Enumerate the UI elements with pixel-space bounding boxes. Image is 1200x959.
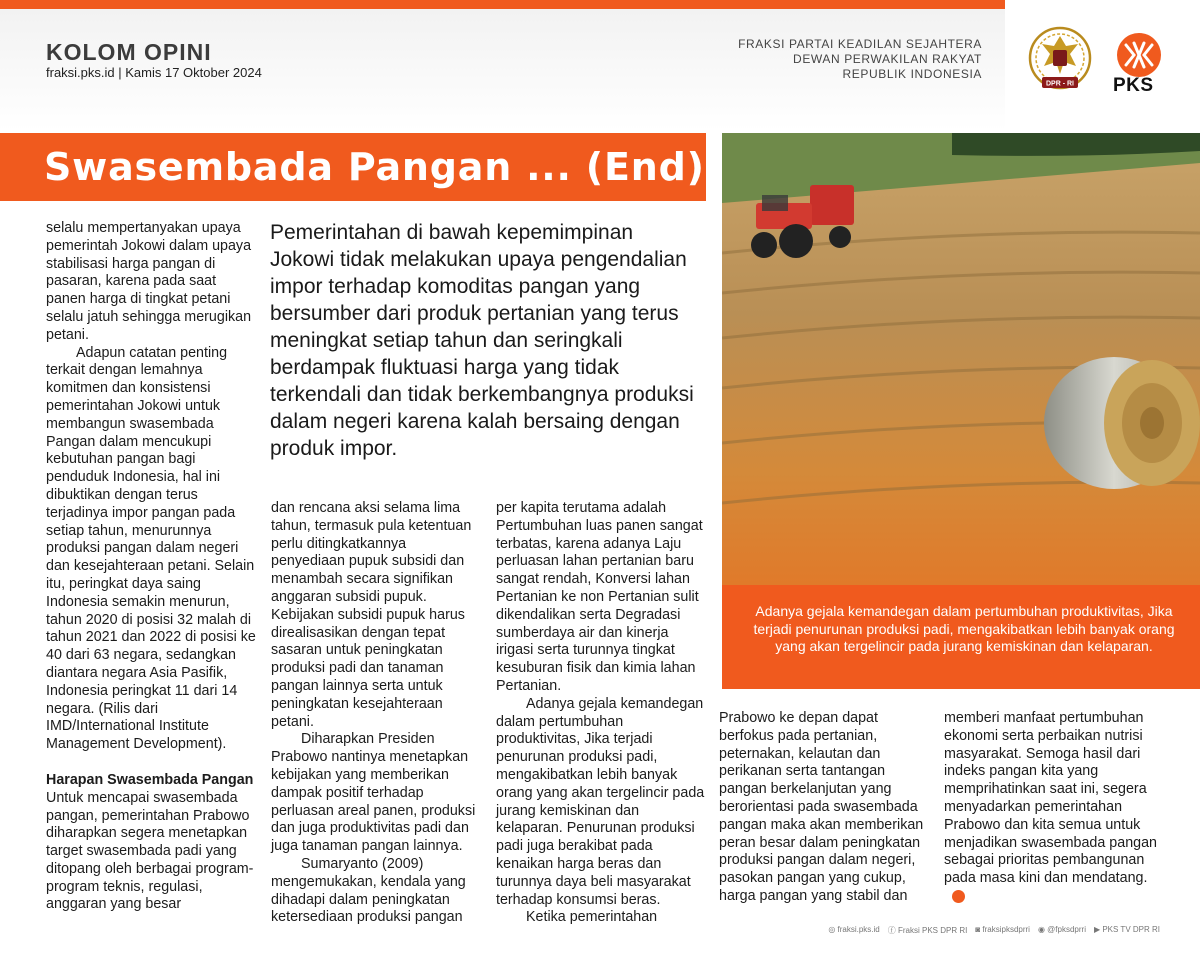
top-accent-bar [0, 0, 1005, 9]
end-dot-icon [952, 890, 965, 903]
hay-bale-icon [1044, 357, 1200, 489]
caption-text: Adanya gejala kemandegan dalam pertumbuhan produktivitas, Jika terjadi penurunan produksi padi, mengakibatkan lebih banyak orang yang akan tergelincir pada jurang kemiskinan dan kelaparan. [753, 603, 1175, 654]
org-line-3: REPUBLIK INDONESIA [842, 67, 982, 81]
pks-logo-text: PKS [1113, 75, 1154, 96]
column-4 [719, 710, 929, 906]
col2-paragraph-1: dan rencana aksi selama lima tahun, termasuk pula ketentuan perlu ditingkatkannya penyediaan pupuk subsidi dan menambah secara signifikan anggaran subsidi pupuk. Kebijakan subsidi pupuk harus direalisasikan dengan tepat sasaran untuk peningkatan produksi padi dan tanaman pangan lainnya serta untuk peningkatan kesejahteraan petani. [271, 500, 472, 730]
col2-paragraph-3: Sumaryanto (2009) mengemukakan, kendala yang dihadapi dalam peningkatan ketersediaan produksi pangan [271, 855, 466, 926]
footer-facebook-label: Fraksi PKS DPR RI [897, 926, 968, 935]
col1-paragraph-1: selalu mempertanyakan upaya pemerintah Jokowi dalam upaya stabilisasi harga pangan di pasaran, karena pada saat panen harga di tingkat petani selalu jatuh sehingga merugikan petani. [46, 220, 252, 343]
col1-paragraph-3: Untuk mencapai swasembada pangan, pemerintahan Prabowo diharapkan segera menetapkan target swasembada padi yang ditopang oleh berbagai program-program teknis, regulasi, anggaran yang besar [46, 789, 254, 913]
subheading: Harapan Swasembada Pangan [46, 771, 254, 788]
col5-text: memberi manfaat pertumbuhan ekonomi serta perbaikan nutrisi masyarakat. Semoga hasil dari indeks pangan kita yang memprihatinkan saat ini, segera menyadarkan pemerintahan Prabowo dan kita semua untuk menjadikan swasembada pangan sebagai prioritas pembangunan pada masa kini dan mendatang. [944, 710, 1158, 887]
globe-icon: ◎ [828, 925, 838, 934]
footer-facebook[interactable] [888, 925, 968, 936]
column-2 [271, 500, 481, 927]
column-5 [944, 710, 1159, 906]
twitter-icon: ◉ [1037, 925, 1048, 934]
col4-paragraph: Prabowo ke depan dapat berfokus pada pertanian, peternakan, kelautan dan perikanan serta tantangan pangan berkelanjutan yang berorientasi pada swasembada pangan maka akan memberikan peran besar dalam peningkatan produksi pangan dalam negeri, pasokan pangan yang cukup, harga pangan yang stabil dan [719, 710, 924, 904]
facebook-icon: ⓕ [887, 926, 898, 935]
col2-paragraph-2: Diharapkan Presiden Prabowo nantinya menetapkan kebijakan yang memberikan dampak positif terhadap perluasan areal panen, produksi dan juga produktivitas padi dan juga tanaman pangan lainnya. [271, 731, 476, 855]
footer-youtube[interactable] [1094, 925, 1160, 936]
footer-social [800, 925, 1160, 936]
organization-name [738, 37, 982, 82]
column-1 [46, 220, 256, 914]
footer-twitter[interactable] [1038, 925, 1086, 936]
col3-paragraph-3: Ketika pemerintahan [526, 909, 658, 926]
org-line-1: FRAKSI PARTAI KEADILAN SEJAHTERA [738, 37, 982, 51]
section-label: KOLOM OPINI [46, 39, 212, 65]
org-line-2: DEWAN PERWAKILAN RAKYAT [793, 52, 982, 66]
pull-quote: Pemerintahan di bawah kepemimpinan Jokowi tidak melakukan upaya pengendalian impor terhadap komoditas pangan yang bersumber dari produk pertanian yang terus meningkat setiap tahun dan seringkali berdampak fluktuasi harga yang tidak terkendali dan tidak berkembangnya produksi dalam negeri karena kalah bersaing dengan produk impor. [270, 221, 694, 460]
footer-instagram[interactable] [975, 925, 1030, 936]
farm-field-photo [722, 133, 1200, 585]
instagram-icon: ◙ [975, 925, 983, 934]
title-bar [0, 133, 706, 201]
footer-twitter-label: @fpksdprri [1047, 925, 1086, 934]
column-3 [496, 500, 706, 927]
col5-paragraph [944, 710, 1159, 906]
publication-meta: fraksi.pks.id | Kamis 17 Oktober 2024 [46, 65, 262, 80]
article-title: Swasembada Pangan ... (End) [44, 145, 705, 189]
footer-instagram-label: fraksipksdprri [982, 925, 1030, 934]
photo-caption [722, 585, 1200, 689]
dpr-emblem-icon [1022, 22, 1098, 98]
col1-paragraph-2: Adapun catatan penting terkait dengan lemahnya komitmen dan konsistensi pemerintahan Jokowi untuk membangun swasembada Pangan dalam mencukupi kebutuhan pangan bagi penduduk Indonesia, hal ini dibuktikan dengan terus terjadinya impor pangan pada setiap tahun, menurunnya produksi pangan dalam negeri dan kesejahteraan petani. Selain itu, peringkat daya saing Indonesia semakin menurun, tahun 2020 di posisi 32 malah di tahun 2021 dan 2022 di posisi ke 40 dari 63 negara, sedangkan diantara negara Asia Pasifik, Indonesia peringkat 11 dari 14 negara. (Rilis dari IMD/International Institute Management Development). [46, 344, 256, 753]
footer-youtube-label: PKS TV DPR RI [1102, 925, 1160, 934]
dpr-logo-text: DPR - RI [1046, 80, 1074, 88]
col3-paragraph-1: per kapita terutama adalah Pertumbuhan luas panen sangat terbatas, karena adanya Laju perluasan lahan pertanian baru sangat rendah, Konversi lahan Pertanian ke non Pertanian sulit dikendalikan serta Degradasi sumberdaya air dan kinerja irigasi serta turunnya tingkat kesuburan fisik dan kimia lahan Pertanian. [496, 500, 703, 694]
footer-site-label: fraksi.pks.id [837, 925, 880, 934]
footer-site[interactable] [828, 925, 879, 936]
youtube-icon: ▶ [1093, 925, 1103, 934]
col3-paragraph-2: Adanya gejala kemandegan dalam pertumbuhan produktivitas, Jika terjadi penurunan produksi padi, mengakibatkan lebih banyak orang yang akan tergelincir pada jurang kemiskinan dan kelaparan. Penurunan produksi padi juga berakibat pada kenaikan harga beras dan turunnya daya beli masyarakat terhadap konsumsi beras. [496, 695, 705, 908]
